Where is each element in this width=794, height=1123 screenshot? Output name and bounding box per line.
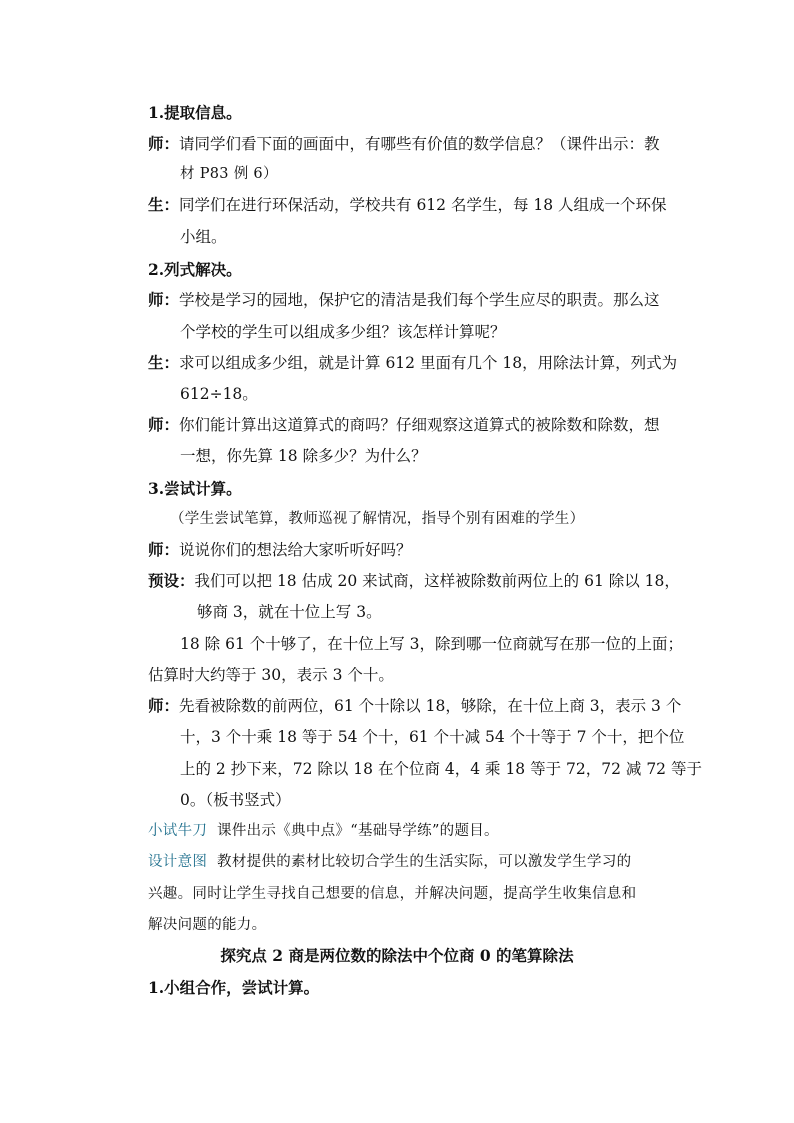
dialogue-text: 一想，你先算 18 除多少？为什么？ [180, 447, 427, 465]
heading-solve: 2.列式解决。 [148, 260, 242, 279]
heading-group-work: 1.小组合作，尝试计算。 [148, 978, 320, 997]
teacher-line [148, 415, 660, 435]
dialogue-text: 请同学们看下面的画面中，有哪些有价值的数学信息？（课件出示：教 [179, 135, 660, 153]
speaker-label: 师： [148, 134, 180, 153]
dialogue-text: 小组。 [180, 228, 227, 246]
teacher-line [148, 134, 660, 154]
teacher-line [148, 696, 681, 716]
speaker-label: 生： [148, 195, 180, 214]
speaker-label: 生： [148, 353, 180, 372]
speaker-label: 师： [148, 540, 180, 559]
student-line [148, 353, 677, 373]
dialogue-text: 上的 2 抄下来，72 除以 18 在个位商 4，4 乘 18 等于 72，72 减 72 等于 [180, 760, 702, 778]
design-text: 兴趣。同时让学生寻找自己想要的信息，并解决问题，提高学生收集信息和 [148, 886, 637, 902]
teacher-line [148, 540, 412, 560]
dialogue-text: 612÷18。 [180, 385, 258, 403]
heading-try-calc: 3.尝试计算。 [148, 479, 242, 498]
design-text: 解决问题的能力。 [148, 917, 267, 933]
dialogue-text: 十，3 个十乘 18 等于 54 个十，61 个十减 54 个十等于 7 个十，把个位 [180, 728, 685, 746]
dialogue-text: 18 除 61 个十够了，在十位上写 3，除到哪一位商就写在那一位的上面； [180, 635, 684, 653]
dialogue-text: 估算时大约等于 30，表示 3 个十。 [148, 666, 394, 684]
practice-text: 课件出示《典中点》“基础导学练”的题目。 [217, 823, 499, 839]
dialogue-text: 你们能计算出这道算式的商吗？仔细观察这道算式的被除数和除数，想 [179, 416, 660, 434]
dialogue-text: 求可以组成多少组，就是计算 612 里面有几个 18，用除法计算，列式为 [179, 354, 678, 372]
dialogue-text: 0。（板书竖式） [180, 791, 291, 809]
design-text: 教材提供的素材比较切合学生的生活实际，可以激发学生学习的 [217, 854, 632, 870]
dialogue-text: 材 P83 例 6） [180, 166, 278, 182]
teacher-line [148, 290, 660, 310]
section-title: 探究点 2 商是两位数的除法中个位商 0 的笔算除法 [220, 946, 574, 965]
preset-line [148, 571, 680, 591]
dialogue-text: 说说你们的想法给大家听听好吗？ [179, 541, 412, 559]
speaker-label: 师： [148, 290, 180, 309]
design-tag: 设计意图 [148, 854, 208, 870]
dialogue-text: 我们可以把 18 估成 20 来试商，这样被除数前两位上的 61 除以 18， [194, 572, 680, 590]
design-line [148, 852, 631, 872]
dialogue-text: 同学们在进行环保活动，学校共有 612 名学生，每 18 人组成一个环保 [179, 196, 667, 214]
dialogue-text: 学校是学习的园地，保护它的清洁是我们每个学生应尽的职责。那么这 [179, 291, 660, 309]
dialogue-text: 个学校的学生可以组成多少组？该怎样计算呢？ [180, 323, 506, 341]
dialogue-text: 够商 3，就在十位上写 3。 [197, 603, 382, 621]
dialogue-text: 先看被除数的前两位，61 个十除以 18，够除，在十位上商 3，表示 3 个 [179, 697, 682, 715]
practice-line [148, 821, 499, 841]
heading-extract-info: 1.提取信息。 [148, 103, 242, 122]
student-line [148, 195, 667, 215]
practice-tag: 小试牛刀 [148, 823, 208, 839]
speaker-label: 师： [148, 415, 180, 434]
speaker-label: 师： [148, 696, 180, 715]
stage-note: （学生尝试笔算，教师巡视了解情况，指导个别有困难的学生） [170, 511, 585, 527]
preset-label: 预设： [148, 571, 195, 590]
